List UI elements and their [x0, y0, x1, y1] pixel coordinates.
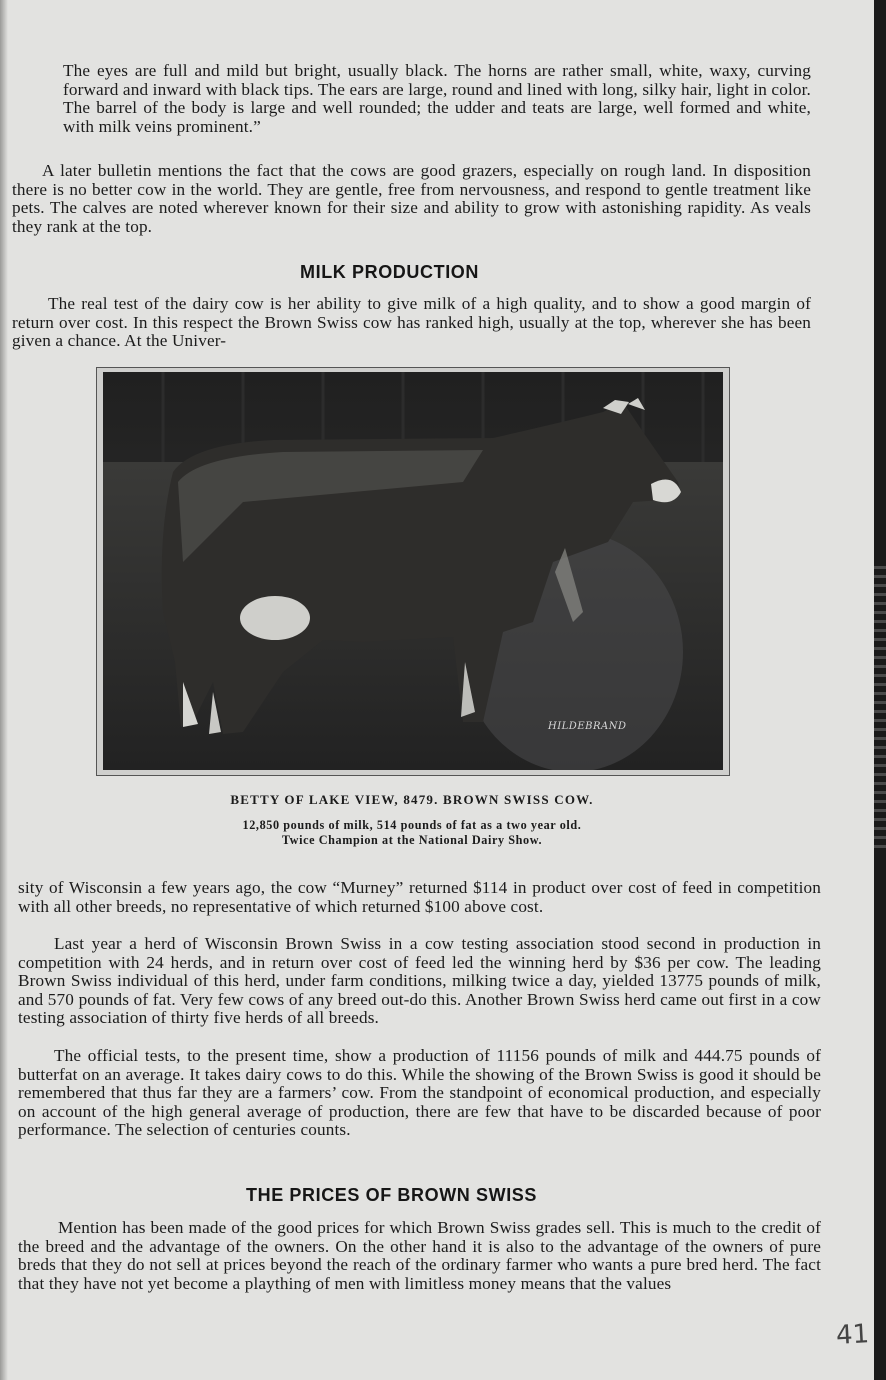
photo-caption-line-2: Twice Champion at the National Dairy Show.	[281, 833, 543, 847]
photo-caption-line-1: 12,850 pounds of milk, 514 pounds of fat as a two year old.	[242, 818, 582, 832]
cow-photo-frame	[96, 367, 730, 776]
heading-milk-production: MILK PRODUCTION	[300, 262, 479, 282]
binding-edge	[874, 560, 886, 850]
heading-prices: THE PRICES OF BROWN SWISS	[246, 1185, 538, 1205]
photographer-signature: HILDEBRAND	[548, 721, 627, 732]
paragraph-later-bulletin: A later bulletin mentions the fact that the cows are good grazers, especially on rough land. In disposition there is no better cow in the world. They are gentle, free from nervousness, and respond to gentle treatment like pets. The calves are noted wherever known for their size and ability to grow with astonishing rapidity. As veals they rank at the top.	[12, 161, 811, 236]
cow-photograph	[103, 372, 723, 770]
paragraph-prices: Mention has been made of the good prices for which Brown Swiss grades sell. This is much to the credit of the breed and the advantage of the owners. On the other hand it is also to the advantage of the owners of pure breds that they do not sell at prices beyond the reach of the ordinary farmer who wants a pure bred herd. The fact that they have not yet become a plaything of men with limitless money means that the values	[18, 1218, 821, 1293]
paragraph-cow-description: The eyes are full and mild but bright, usually black. The horns are rather small, white, waxy, curving forward and inward with black tips. The ears are large, round and lined with long, silky hair, light in color. The barrel of the body is large and well rounded; the udder and teats are large, well formed and white, with milk veins prominent.”	[63, 61, 811, 136]
paragraph-official-tests: The official tests, to the present time, show a production of 11156 pounds of milk and 444.75 pounds of butterfat on an average. It takes dairy cows to do this. While the showing of the Brown Swiss is good it should be remembered that thus far they are a farmers’ cow. From the standpoint of economical production, and especially on account of the high general average of production, there are few that have to be discarded because of poor performance. The selection of centuries counts.	[18, 1046, 821, 1140]
cow-illustration	[103, 372, 723, 770]
photo-caption-title: BETTY OF LAKE VIEW, 8479. BROWN SWISS COW.	[230, 792, 594, 807]
paragraph-last-year-herd: Last year a herd of Wisconsin Brown Swiss in a cow testing association stood second in production in competition with 24 herds, and in return over cost of feed led the winning herd by $36 per cow. The leading Brown Swiss individual of this herd, under farm conditions, milking twice a day, yielded 13775 pounds of milk, and 570 pounds of fat. Very few cows of any breed out-do this. Another Brown Swiss herd came out first in a cow testing association of thirty five herds of all breeds.	[18, 934, 821, 1028]
paragraph-real-test: The real test of the dairy cow is her ability to give milk of a high quality, and to show a good margin of return over cost. In this respect the Brown Swiss cow has ranked high, usually at the top, wherever she has been given a chance. At the Univer-	[12, 294, 811, 351]
page-number: 41	[835, 1319, 870, 1351]
paragraph-wisconsin-murney: sity of Wisconsin a few years ago, the cow “Murney” returned $114 in product over cost of feed in competition with all other breeds, no representative of which returned $100 above cost.	[18, 878, 821, 916]
